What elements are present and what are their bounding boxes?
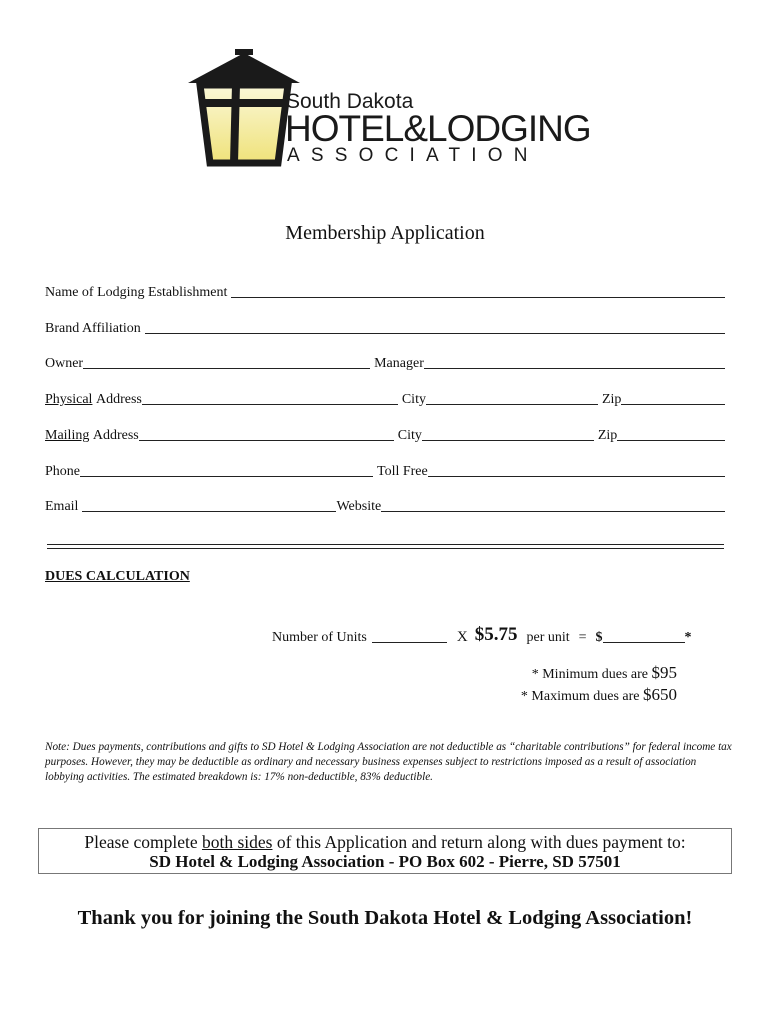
- maximum-dues: * Maximum dues are $650: [520, 685, 677, 704]
- phone-input[interactable]: [80, 475, 373, 477]
- asterisk: *: [684, 630, 692, 645]
- website-input[interactable]: [381, 510, 725, 512]
- maximum-dues-amount: $650: [643, 685, 677, 704]
- brand-row: [45, 317, 725, 337]
- logo-text-line1: South Dakota: [286, 90, 414, 113]
- units-label: Number of Units: [272, 630, 367, 645]
- establishment-row: [45, 281, 725, 301]
- minimum-dues: * Minimum dues are $95: [531, 663, 677, 682]
- mailing-city-input[interactable]: [422, 439, 594, 441]
- dollar-sign: $: [595, 630, 603, 645]
- minimum-dues-amount: $95: [651, 663, 677, 682]
- website-label: Website: [336, 499, 382, 514]
- physical-address-input[interactable]: [142, 403, 398, 405]
- physical-city-label: City: [401, 392, 426, 407]
- mailing-zip-label: Zip: [597, 428, 618, 443]
- tollfree-input[interactable]: [428, 475, 725, 477]
- establishment-label: Name of Lodging Establishment: [45, 285, 228, 300]
- dues-total-input[interactable]: [603, 641, 685, 643]
- divider-bottom: [47, 548, 724, 549]
- mailing-city-label: City: [397, 428, 422, 443]
- manager-label: Manager: [374, 356, 424, 371]
- brand-label: Brand Affiliation: [45, 321, 141, 336]
- physical-zip-label: Zip: [601, 392, 622, 407]
- physical-label: Physical: [45, 392, 93, 407]
- logo-text-line3: ASSOCIATION: [287, 145, 539, 166]
- mailing-address-text: SD Hotel & Lodging Association - PO Box 602 - Pierre, SD 57501: [149, 852, 621, 871]
- instructions-line1: Please complete both sides of this Application and return along with dues payment to:: [84, 832, 686, 852]
- rate-value: $5.75: [474, 624, 518, 645]
- mailing-address-row: [45, 424, 725, 444]
- tax-note: Note: Dues payments, contributions and gifts to SD Hotel & Lodging Association are not deductible as “charitable contributions” for federal income tax purposes. However, they may be deductible as ordinary and necessary business expenses subject to restrictions imposed as a result of association lobbying activities. The estimated breakdown is: 17% non-deductible, 83% deductible.: [45, 741, 732, 783]
- mailing-zip-input[interactable]: [617, 439, 725, 441]
- lantern-icon: [188, 49, 300, 163]
- owner-input[interactable]: [83, 367, 370, 369]
- brand-input[interactable]: [145, 332, 725, 334]
- phone-label: Phone: [45, 464, 80, 479]
- phone-row: [45, 460, 725, 480]
- owner-label: Owner: [45, 356, 84, 371]
- equals-sign: =: [578, 630, 587, 645]
- physical-address-label: Address: [95, 392, 142, 407]
- physical-city-input[interactable]: [426, 403, 598, 405]
- establishment-input[interactable]: [231, 296, 725, 298]
- email-row: [45, 495, 725, 515]
- dues-heading: DUES CALCULATION: [45, 569, 190, 584]
- dues-calc-row: [272, 622, 692, 646]
- per-unit-label: per unit: [526, 630, 570, 645]
- physical-zip-input[interactable]: [621, 403, 725, 405]
- logo-text-line2: HOTEL&LODGING: [285, 108, 591, 149]
- mailing-address-label: Address: [92, 428, 139, 443]
- manager-input[interactable]: [424, 367, 725, 369]
- physical-address-row: [45, 388, 725, 408]
- email-label: Email: [45, 499, 79, 514]
- tollfree-label: Toll Free: [377, 464, 428, 479]
- divider-top: [47, 544, 724, 545]
- owner-manager-row: [45, 352, 725, 372]
- units-input[interactable]: [372, 641, 447, 643]
- both-sides-emphasis: both sides: [201, 832, 273, 852]
- email-input[interactable]: [82, 510, 336, 512]
- mailing-address-input[interactable]: [139, 439, 394, 441]
- mailing-label: Mailing: [45, 428, 90, 443]
- times-sign: X: [456, 629, 468, 645]
- page-title: Membership Application: [285, 222, 485, 244]
- thank-you-message: Thank you for joining the South Dakota Hotel & Lodging Association!: [77, 907, 693, 929]
